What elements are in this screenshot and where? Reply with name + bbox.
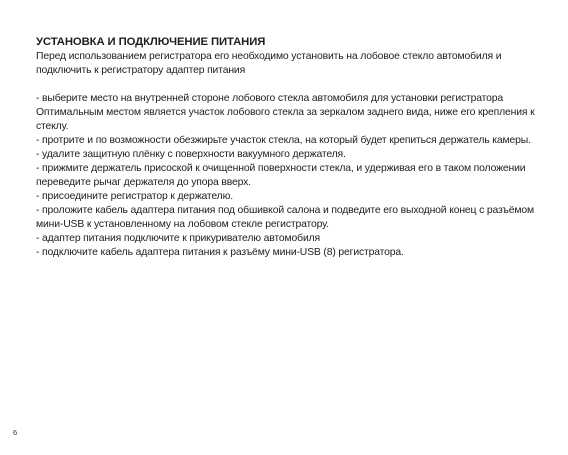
step-connect-usb: - подключите кабель адаптера питания к разъёму мини-USB (8) регистратора. (36, 247, 404, 258)
step-clean-glass: - протрите и по возможности обезжирьте участок стекла, на который будет крепиться держатель камеры. (36, 135, 531, 146)
step-mount-recorder: - присоедините регистратор к держателю. (36, 191, 233, 202)
step-attach-holder: - прижмите держатель присоской к очищенной поверхности стекла, и удерживая его в таком положении переведите рычаг держателя до упора вверх. (36, 163, 526, 188)
step-choose-location: - выберите место на внутренней стороне лобового стекла автомобиля для установки регистратора Оптимальным местом является участок лобового стекла за зеркалом заднего вида, ниже его крепления к стеклу. (36, 93, 535, 132)
step-route-cable: - проложите кабель адаптера питания под обшивкой салона и подведите его выходной конец с разъёмом мини-USB к установленному на лобовом стекле регистратору. (36, 205, 534, 230)
page-content (36, 36, 548, 260)
intro-paragraph: Перед использованием регистратора его необходимо установить на лобовое стекло автомобиля и подключить к регистратору адаптер питания (36, 51, 502, 76)
page-number: 6 (13, 428, 18, 437)
step-remove-film: - удалите защитную плёнку с поверхности вакуумного держателя. (36, 149, 346, 160)
step-connect-adapter: - адаптер питания подключите к прикуривателю автомобиля (36, 233, 320, 244)
section-title: УСТАНОВКА И ПОДКЛЮЧЕНИЕ ПИТАНИЯ (36, 36, 266, 48)
installation-steps (36, 92, 548, 260)
